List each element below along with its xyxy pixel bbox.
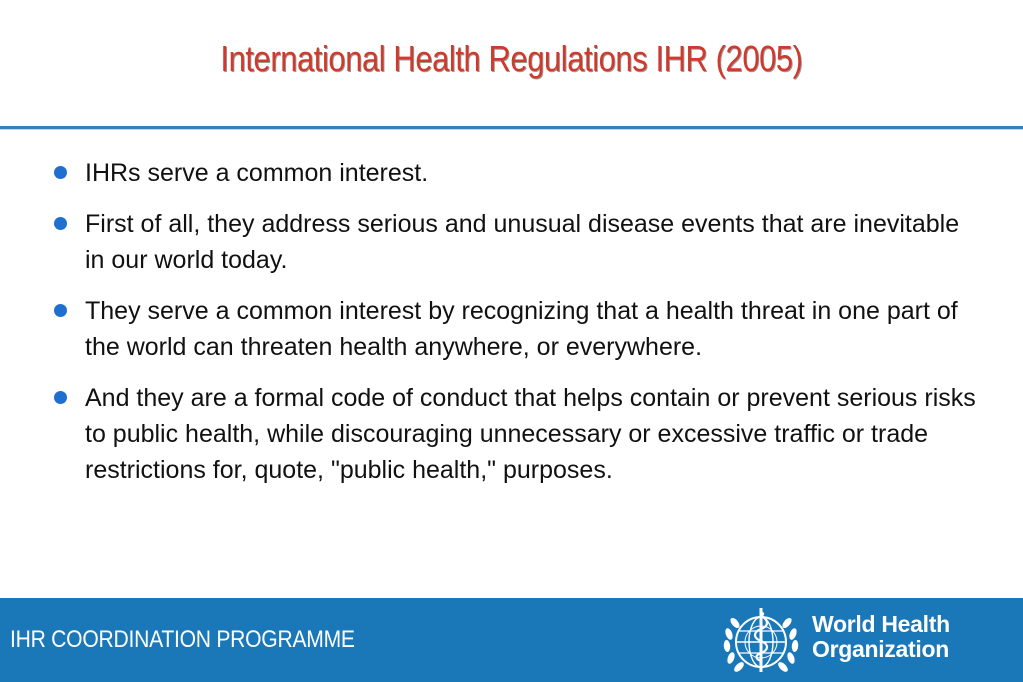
bullet-dot-icon <box>54 391 67 404</box>
who-wordmark-line1: World Health <box>812 611 950 637</box>
bullet-list <box>52 155 982 503</box>
bullet-item <box>52 206 982 278</box>
slide-title: International Health Regulations IHR (2005) <box>220 38 803 79</box>
bullet-dot-icon <box>54 217 67 230</box>
who-wordmark-line2: Organization <box>812 636 949 662</box>
bullet-item <box>52 293 982 365</box>
bullet-text: They serve a common interest by recognizing that a health threat in one part of the world can threaten health anywhere, or everywhere. <box>85 297 958 361</box>
title-divider-shadow <box>0 129 1023 130</box>
footer-bar <box>0 598 1023 682</box>
who-emblem-icon <box>719 604 803 676</box>
who-wordmark <box>812 612 950 662</box>
bullet-text: First of all, they address serious and unusual disease events that are inevitable in our world today. <box>85 210 960 274</box>
bullet-dot-icon <box>54 304 67 317</box>
programme-label: IHR COORDINATION PROGRAMME <box>10 626 355 653</box>
bullet-text: IHRs serve a common interest. <box>85 159 429 187</box>
bullet-item <box>52 155 982 191</box>
bullet-dot-icon <box>54 166 67 179</box>
bullet-text: And they are a formal code of conduct that helps contain or prevent serious risks to public health, while discouraging unnecessary or excessive traffic or trade restrictions for, quote, "public health," purposes. <box>85 384 976 484</box>
bullet-item <box>52 380 982 488</box>
